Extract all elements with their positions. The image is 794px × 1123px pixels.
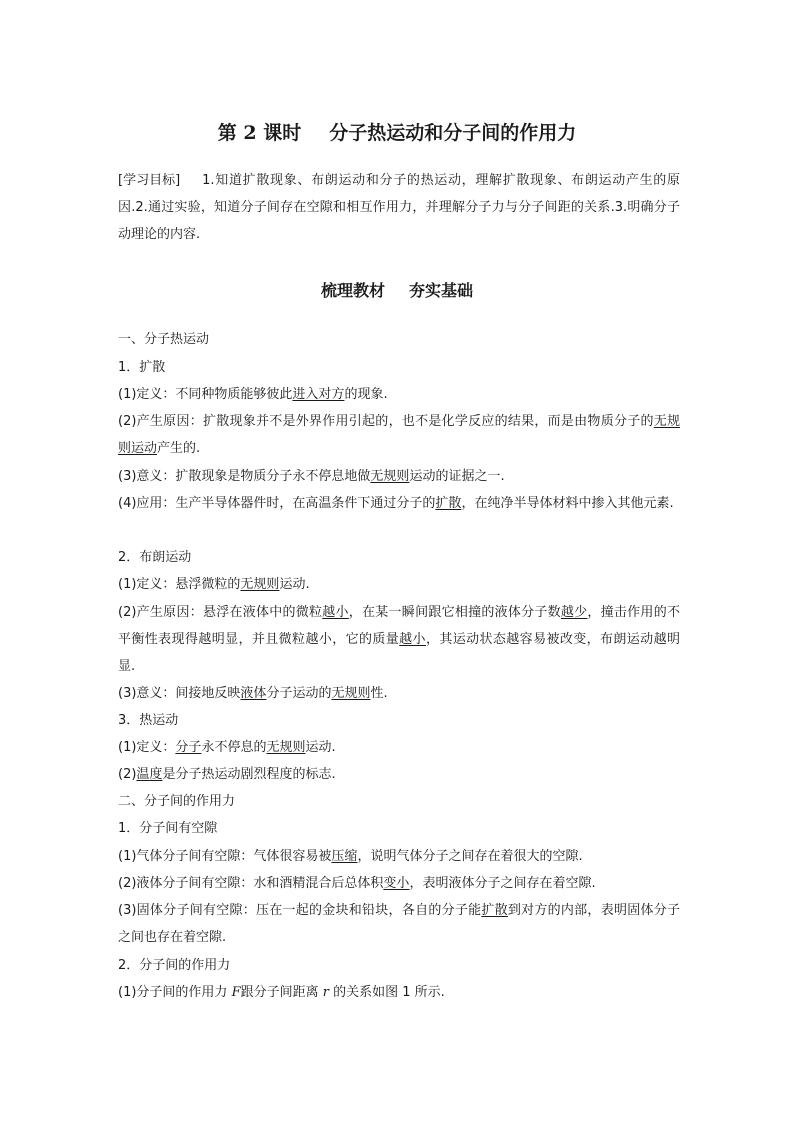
diffusion-significance: (3)意义：扩散现象是物质分子永不停息地做无规则运动的证据之一. [118, 469, 505, 484]
brownian-definition: (1)定义：悬浮微粒的无规则运动. [118, 577, 310, 592]
diffusion-definition: (1)定义：不同种物质能够彼此进入对方的现象. [118, 387, 388, 402]
answer-underline: 无规则 [266, 740, 306, 755]
answer-underline: 变小 [383, 876, 410, 891]
answer-underline: 无规则运动 [118, 414, 680, 456]
variable-f: F [231, 985, 241, 1000]
subheading-thermal-motion: 3．热运动 [118, 713, 179, 728]
force-distance-relation: (1)分子间的作用力 F跟分子间距离 r 的关系如图 1 所示. [118, 985, 445, 1000]
section-heading-left: 梳理教材 [320, 281, 385, 300]
answer-underline: 无规则 [370, 469, 410, 484]
answer-underline: 温度 [136, 767, 163, 782]
solid-gaps: (3)固体分子间有空隙：压在一起的金块和铅块，各自的分子能扩散到对方的内部，表明固体分子之间也存在着空隙. [118, 903, 680, 945]
subheading-brownian-motion: 2．布朗运动 [118, 550, 192, 565]
answer-underline: 越小 [399, 632, 426, 647]
subheading-diffusion: 1．扩散 [118, 360, 166, 375]
diffusion-cause: (2)产生原因：扩散现象并不是外界作用引起的，也不是化学反应的结果，而是由物质分子的无规则运动产生的. [118, 414, 680, 456]
answer-underline: 液体 [240, 686, 267, 701]
answer-underline: 扩散 [481, 903, 508, 918]
goals-tag: [学习目标] [118, 173, 181, 188]
brownian-significance: (3)意义：间接地反映液体分子运动的无规则性. [118, 686, 388, 701]
brownian-cause: (2)产生原因：悬浮在液体中的微粒越小，在某一瞬间跟它相撞的液体分子数越少，撞击作用的不平衡性表现得越明显，并且微粒越小，它的质量越小，其运动状态越容易被改变，布朗运动越明显. [118, 605, 680, 674]
lesson-topic: 分子热运动和分子间的作用力 [329, 122, 577, 144]
answer-underline: 越小 [322, 605, 349, 620]
thermal-definition: (1)定义：分子永不停息的无规则运动. [118, 740, 336, 755]
goals-text: 1.知道扩散现象、布朗运动和分子的热运动，理解扩散现象、布朗运动产生的原因.2.通过实验，知道分子间存在空隙和相互作用力，并理解分子力与分子间距的关系.3.明确分子动理论的内容. [118, 173, 680, 242]
gas-gaps: (1)气体分子间有空隙：气体很容易被压缩，说明气体分子之间存在着很大的空隙. [118, 849, 583, 864]
section-heading [0, 279, 794, 303]
heading-intermolecular-force: 二、分子间的作用力 [118, 794, 236, 809]
diffusion-application: (4)应用：生产半导体器件时，在高温条件下通过分子的扩散，在纯净半导体材料中掺入其他元素. [118, 496, 674, 511]
lesson-number: 第 2 课时 [217, 122, 302, 144]
liquid-gaps: (2)液体分子间有空隙：水和酒精混合后总体积变小，表明液体分子之间存在着空隙. [118, 876, 596, 891]
variable-r: r [322, 985, 329, 1000]
answer-underline: 压缩 [331, 849, 358, 864]
answer-underline: 进入对方 [292, 387, 345, 402]
section-heading-right: 夯实基础 [409, 281, 474, 300]
lesson-title [0, 119, 794, 147]
subheading-force: 2．分子间的作用力 [118, 958, 231, 973]
answer-underline: 分子 [175, 740, 202, 755]
learning-goals [118, 167, 680, 248]
answer-underline: 扩散 [435, 496, 462, 511]
heading-molecular-motion: 一、分子热运动 [118, 332, 210, 347]
thermal-temperature: (2)温度是分子热运动剧烈程度的标志. [118, 767, 336, 782]
answer-underline: 无规则 [331, 686, 371, 701]
answer-underline: 无规则 [240, 577, 280, 592]
subheading-gaps: 1．分子间有空隙 [118, 821, 218, 836]
answer-underline: 越少 [560, 605, 588, 620]
